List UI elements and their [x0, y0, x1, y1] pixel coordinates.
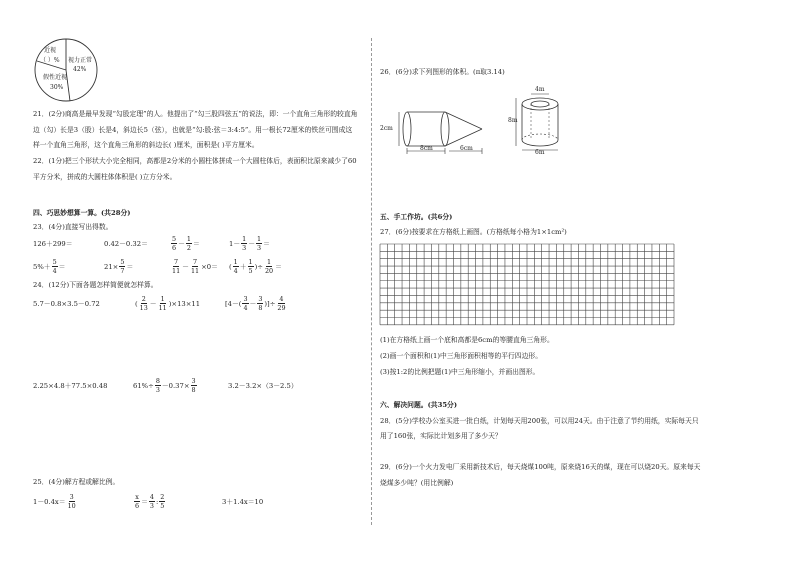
- q21-line1: 21．(2分)商高是最早发现“勾股定理”的人。他提出了“勾三股四弦五”的说法，即：一个直角三角形的较直角: [33, 110, 358, 118]
- q24-f: 3.2－3.2×（3－2.5）: [228, 382, 298, 390]
- q26-label-6m: 6m: [535, 149, 545, 156]
- q23-d: 1－ $\frac{1}{3}$ － $\frac{1}{3}$ ＝: [229, 235, 270, 253]
- q22-line2: 平方分米，拼成的大圆柱体体积是( )立方分米。: [33, 173, 177, 181]
- q24-b: ( $\frac{2}{13}$ － $\frac{1}{11}$ )×13×11: [135, 295, 201, 313]
- q27-instruction-1: (1)在方格纸上画一个底和高都是6cm的等腰直角三角形。: [380, 336, 554, 344]
- q23-h: ( $\frac{1}{4}$ ＋ $\frac{1}{5}$ )÷ $\frac{1}{20}$ ＝: [229, 258, 282, 276]
- q27-title: 27．(6分)按要求在方格纸上画图。(方格纸每小格为1×1cm²): [380, 228, 567, 236]
- q23-c: $\frac{5}{6}$ － $\frac{1}{2}$ ＝: [172, 235, 200, 253]
- q24-title: 24．(12分)下面各题怎样简便就怎样算。: [33, 281, 158, 289]
- q29-line2: 烧煤多少吨？(用比例解): [380, 479, 454, 487]
- q28-line2: 用了160张，实际比计划多用了多少天？: [380, 432, 502, 440]
- q24-d: 2.25×4.8＋77.5×0.48: [33, 382, 108, 390]
- pie-label-normal: 视力正常: [68, 57, 93, 64]
- q29-line1: 29．(6分)一个火力发电厂采用新技术后，每天烧煤100吨，原来烧16天的煤，现在可以烧20天。原来每天: [380, 463, 701, 471]
- q24-c: [4－( $\frac{3}{4}$ － $\frac{3}{8}$ )]÷ $\frac{4}{29}$: [225, 295, 286, 313]
- q23-a: 126＋299＝: [33, 240, 73, 248]
- q24-a: 5.7－0.8×3.5－0.72: [33, 300, 100, 308]
- q25-b: $\frac{x}{6}$ ＝ $\frac{4}{3}$ : $\frac{2}{5}$: [135, 493, 165, 511]
- q27-instruction-2: (2)画一个面积和(1)中三角形面积相等的平行四边形。: [380, 352, 542, 360]
- q26-title: 26．(6分)求下列图形的体积。(π取3.14): [380, 68, 505, 76]
- pie-label-normal-percent: 42%: [73, 66, 87, 73]
- q22-line1: 22．(1分)把三个形状大小完全相同，高都是2分米的小圆柱体拼成一个大圆柱体后，表面积比原来减少了60: [33, 157, 357, 165]
- q25-c: 3＋1.4x＝10: [222, 498, 264, 506]
- q26-label-8cm: 8cm: [420, 145, 433, 152]
- pie-label-pseudo-percent: 30%: [50, 84, 64, 91]
- q27-instruction-3: (3)按1:2的比例把题(1)中三角形缩小，并画出图形。: [380, 368, 540, 376]
- pie-label-unknown-percent: （ ）%: [40, 57, 60, 64]
- q26-label-6cm: 6cm: [460, 145, 473, 152]
- q26-label-8m: 8m: [508, 117, 518, 124]
- q28-line1: 28．(5分)学校办公室买进一批白纸，计划每天用200张，可以用24天。由于注意了节约用纸，实际每天只: [380, 417, 699, 425]
- q23-title: 23．(4分)直接写出得数。: [33, 223, 113, 231]
- q24-e: 61%÷ $\frac{8}{3}$ －0.37× $\frac{3}{8}$: [133, 377, 196, 395]
- section5-title: 五、手工作坊。(共6分): [380, 213, 453, 221]
- pie-label-pseudo: 假性近视: [43, 74, 68, 81]
- q23-g: $\frac{7}{11}$ － $\frac{7}{11}$ ×0＝: [172, 258, 218, 276]
- q26-label-2cm: 2cm: [380, 125, 393, 132]
- section6-title: 六、解决问题。(共35分): [380, 401, 458, 409]
- q21-line3: 样一个直角三角形，这个直角三角形的斜边长( )厘米，面积是( )平方厘米。: [33, 141, 259, 149]
- q25-title: 25．(4分)解方程或解比例。: [33, 478, 120, 486]
- q23-f: 21× $\frac{5}{7}$ ＝: [104, 258, 134, 276]
- q26-label-4m: 4m: [535, 86, 545, 93]
- q21-line2: 边（勾）长是3（股）长是4，斜边长5（弦），也就是“勾:股:弦＝3:4:5”。用一根长72厘米的铁丝可围成这: [33, 126, 353, 134]
- pie-label-myopia: 近视: [44, 47, 57, 54]
- q25-a: 1－0.4x＝ $\frac{3}{10}$: [33, 493, 76, 511]
- q23-e: 5%＋ $\frac{5}{4}$ ＝: [33, 258, 66, 276]
- section4-title: 四、巧思妙想算一算。(共28分): [33, 209, 131, 217]
- q23-b: 0.42－0.32＝: [104, 240, 148, 248]
